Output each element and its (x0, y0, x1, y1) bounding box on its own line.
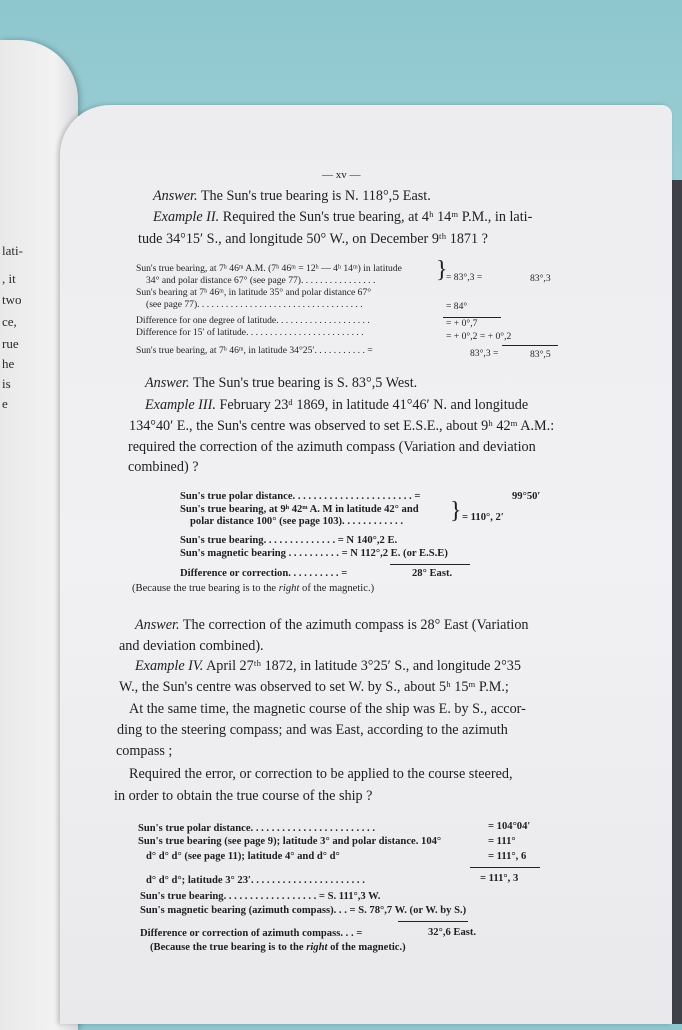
calc1-value: = + 0°,2 = + 0°,2 (446, 331, 512, 342)
example-4-line-3: At the same time, the magnetic course of the ship was E. by S., accor- (129, 701, 526, 717)
calc3-line: Sun's true bearing (see page 9); latitude 3° and polar distance. 104° (138, 836, 442, 847)
calc2-value: = 110°, 2′ (462, 512, 504, 523)
calc1-value: 83°,3 (530, 273, 551, 284)
left-fragment: rue (2, 336, 19, 351)
answer-1 (153, 188, 431, 205)
example-label: Example III. (145, 397, 216, 413)
example-4-line-6: Required the error, or correction to be applied to the course steered, (129, 766, 513, 782)
calc3-note: (Because the true bearing is to the right of the magnetic.) (150, 942, 406, 953)
calc3-value: = 111°, 6 (488, 851, 527, 862)
calc3-value: 32°,6 East. (428, 927, 477, 938)
calc3-line: d° d° d°; latitude 3° 23′. . . . . . . . . . . . . . . . . . . . . . (146, 875, 365, 886)
calc3-value: = 104°04′ (488, 821, 531, 832)
calc3-line: Sun's true bearing. . . . . . . . . . . . . . . . . . = S. 111°,3 W. (140, 891, 381, 902)
example-2-line-2: tude 34°15′ S., and longitude 50° W., on December 9ᵗʰ 1871 ? (138, 231, 488, 247)
calc1-value: = 84° (446, 301, 468, 312)
rule (502, 345, 558, 346)
left-fragment: , it (2, 271, 16, 286)
calc2-line: Difference or correction. . . . . . . . . . = (180, 568, 348, 579)
rule (390, 564, 470, 565)
left-fragment: is (2, 376, 11, 391)
calc1-line: Sun's bearing at 7ʰ 46ᵐ, in latitude 35° and polar distance 67° (136, 287, 372, 298)
example-label: Example IV. (135, 658, 204, 674)
example-4-line-2: W., the Sun's centre was observed to set W. by S., about 5ʰ 15ᵐ P.M.; (119, 679, 509, 695)
calc2-line: polar distance 100° (see page 103). . . . . . . . . . . . (190, 516, 403, 527)
answer-text: The Sun's true bearing is S. 83°,5 West. (192, 375, 418, 391)
answer-label: Answer. (135, 617, 180, 633)
left-fragment: he (2, 356, 15, 371)
calc1-value: 83°,5 (530, 349, 551, 360)
brace: } (436, 257, 448, 283)
calc3-line: Sun's magnetic bearing (azimuth compass). . . = S. 78°,7 W. (or W. by S.) (140, 905, 467, 916)
brace: } (450, 498, 462, 524)
calc2-line: Sun's true bearing, at 9ʰ 42ᵐ A. M in latitude 42° and (180, 504, 419, 515)
calc2-line: Sun's true bearing. . . . . . . . . . . . . . = N 140°,2 E. (180, 535, 398, 546)
example-4-line-7: in order to obtain the true course of the ship ? (114, 788, 373, 804)
answer-3-line-2: and deviation combined). (119, 638, 264, 654)
example-label: Example II. (153, 209, 220, 225)
answer-2 (145, 375, 417, 392)
example-4-line-4: ding to the steering compass; and was East, according to the azimuth (117, 722, 508, 738)
example-3-line-2: 134°40′ E., the Sun's centre was observed to set E.S.E., about 9ʰ 42ᵐ A.M.: (129, 418, 555, 434)
example-3-line-1: Example III. February 23ᵈ 1869, in latitude 41°46′ N. and longitude (145, 397, 529, 413)
example-4-line-5: compass ; (116, 743, 173, 759)
calc3-line: Sun's true polar distance. . . . . . . . . . . . . . . . . . . . . . . . (138, 823, 376, 834)
left-fragment: two (2, 292, 22, 307)
answer-label: Answer. (153, 188, 198, 204)
answer-label: Answer. (145, 375, 190, 391)
book-page (60, 105, 672, 1024)
calc1-line: Sun's true bearing, at 7ʰ 46ᵐ, in latitude 34°25′. . . . . . . . . . . = (136, 345, 373, 356)
calc3-line: d° d° d° (see page 11); latitude 4° and d° d° (146, 851, 340, 862)
calc1-value: 83°,3 = (470, 348, 499, 359)
calc2-line: Sun's true polar distance. . . . . . . . . . . . . . . . . . . . . . . = (180, 491, 421, 502)
calc1-line: Difference for 15′ of latitude. . . . . . . . . . . . . . . . . . . . . . . . . (136, 327, 364, 338)
example-2-line-1: Example II. Required the Sun's true bearing, at 4ʰ 14ᵐ P.M., in lati- (153, 209, 533, 225)
calc2-value: 99°50′ (512, 491, 541, 502)
rule (470, 867, 540, 868)
calc1-line: Difference for one degree of latitude. . . . . . . . . . . . . . . . . . . . (136, 315, 370, 326)
example-3-line-3: required the correction of the azimuth compass (Variation and deviation (128, 439, 536, 455)
calc3-value: = 111° (488, 836, 516, 847)
calc1-value: = 83°,3 = (446, 272, 483, 283)
calc1-line: 34° and polar distance 67° (see page 77). . . . . . . . . . . . . . . . (146, 275, 376, 286)
left-fragment: ce, (2, 314, 17, 329)
example-4-line-1: Example IV. April 27ᵗʰ 1872, in latitude 3°25′ S., and longitude 2°35 (135, 658, 521, 674)
page-header: — xv — (322, 169, 361, 181)
rule (398, 921, 468, 922)
answer-text: The Sun's true bearing is N. 118°,5 East. (200, 188, 431, 204)
example-3-line-4: combined) ? (128, 459, 199, 475)
calc2-note: (Because the true bearing is to the right of the magnetic.) (132, 583, 375, 594)
calc1-line: (see page 77). . . . . . . . . . . . . . . . . . . . . . . . . . . . . . . . . . . (146, 299, 363, 310)
calc1-line: Sun's true bearing, at 7ʰ 46ᵐ A.M. (7ʰ 46ᵐ = 12ʰ — 4ʰ 14ᵐ) in latitude (136, 263, 402, 274)
left-fragment: e (2, 396, 8, 411)
left-fragment: lati- (2, 243, 23, 258)
calc2-line: Sun's magnetic bearing . . . . . . . . . . = N 112°,2 E. (or E.S.E) (180, 548, 448, 559)
calc1-value: = + 0°,7 (446, 318, 478, 329)
calc2-value: 28° East. (412, 568, 453, 579)
calc3-value: = 111°, 3 (480, 873, 519, 884)
answer-3-line-1: Answer. The correction of the azimuth compass is 28° East (Variation (135, 617, 529, 633)
calc3-line: Difference or correction of azimuth compass. . . = (140, 928, 363, 939)
